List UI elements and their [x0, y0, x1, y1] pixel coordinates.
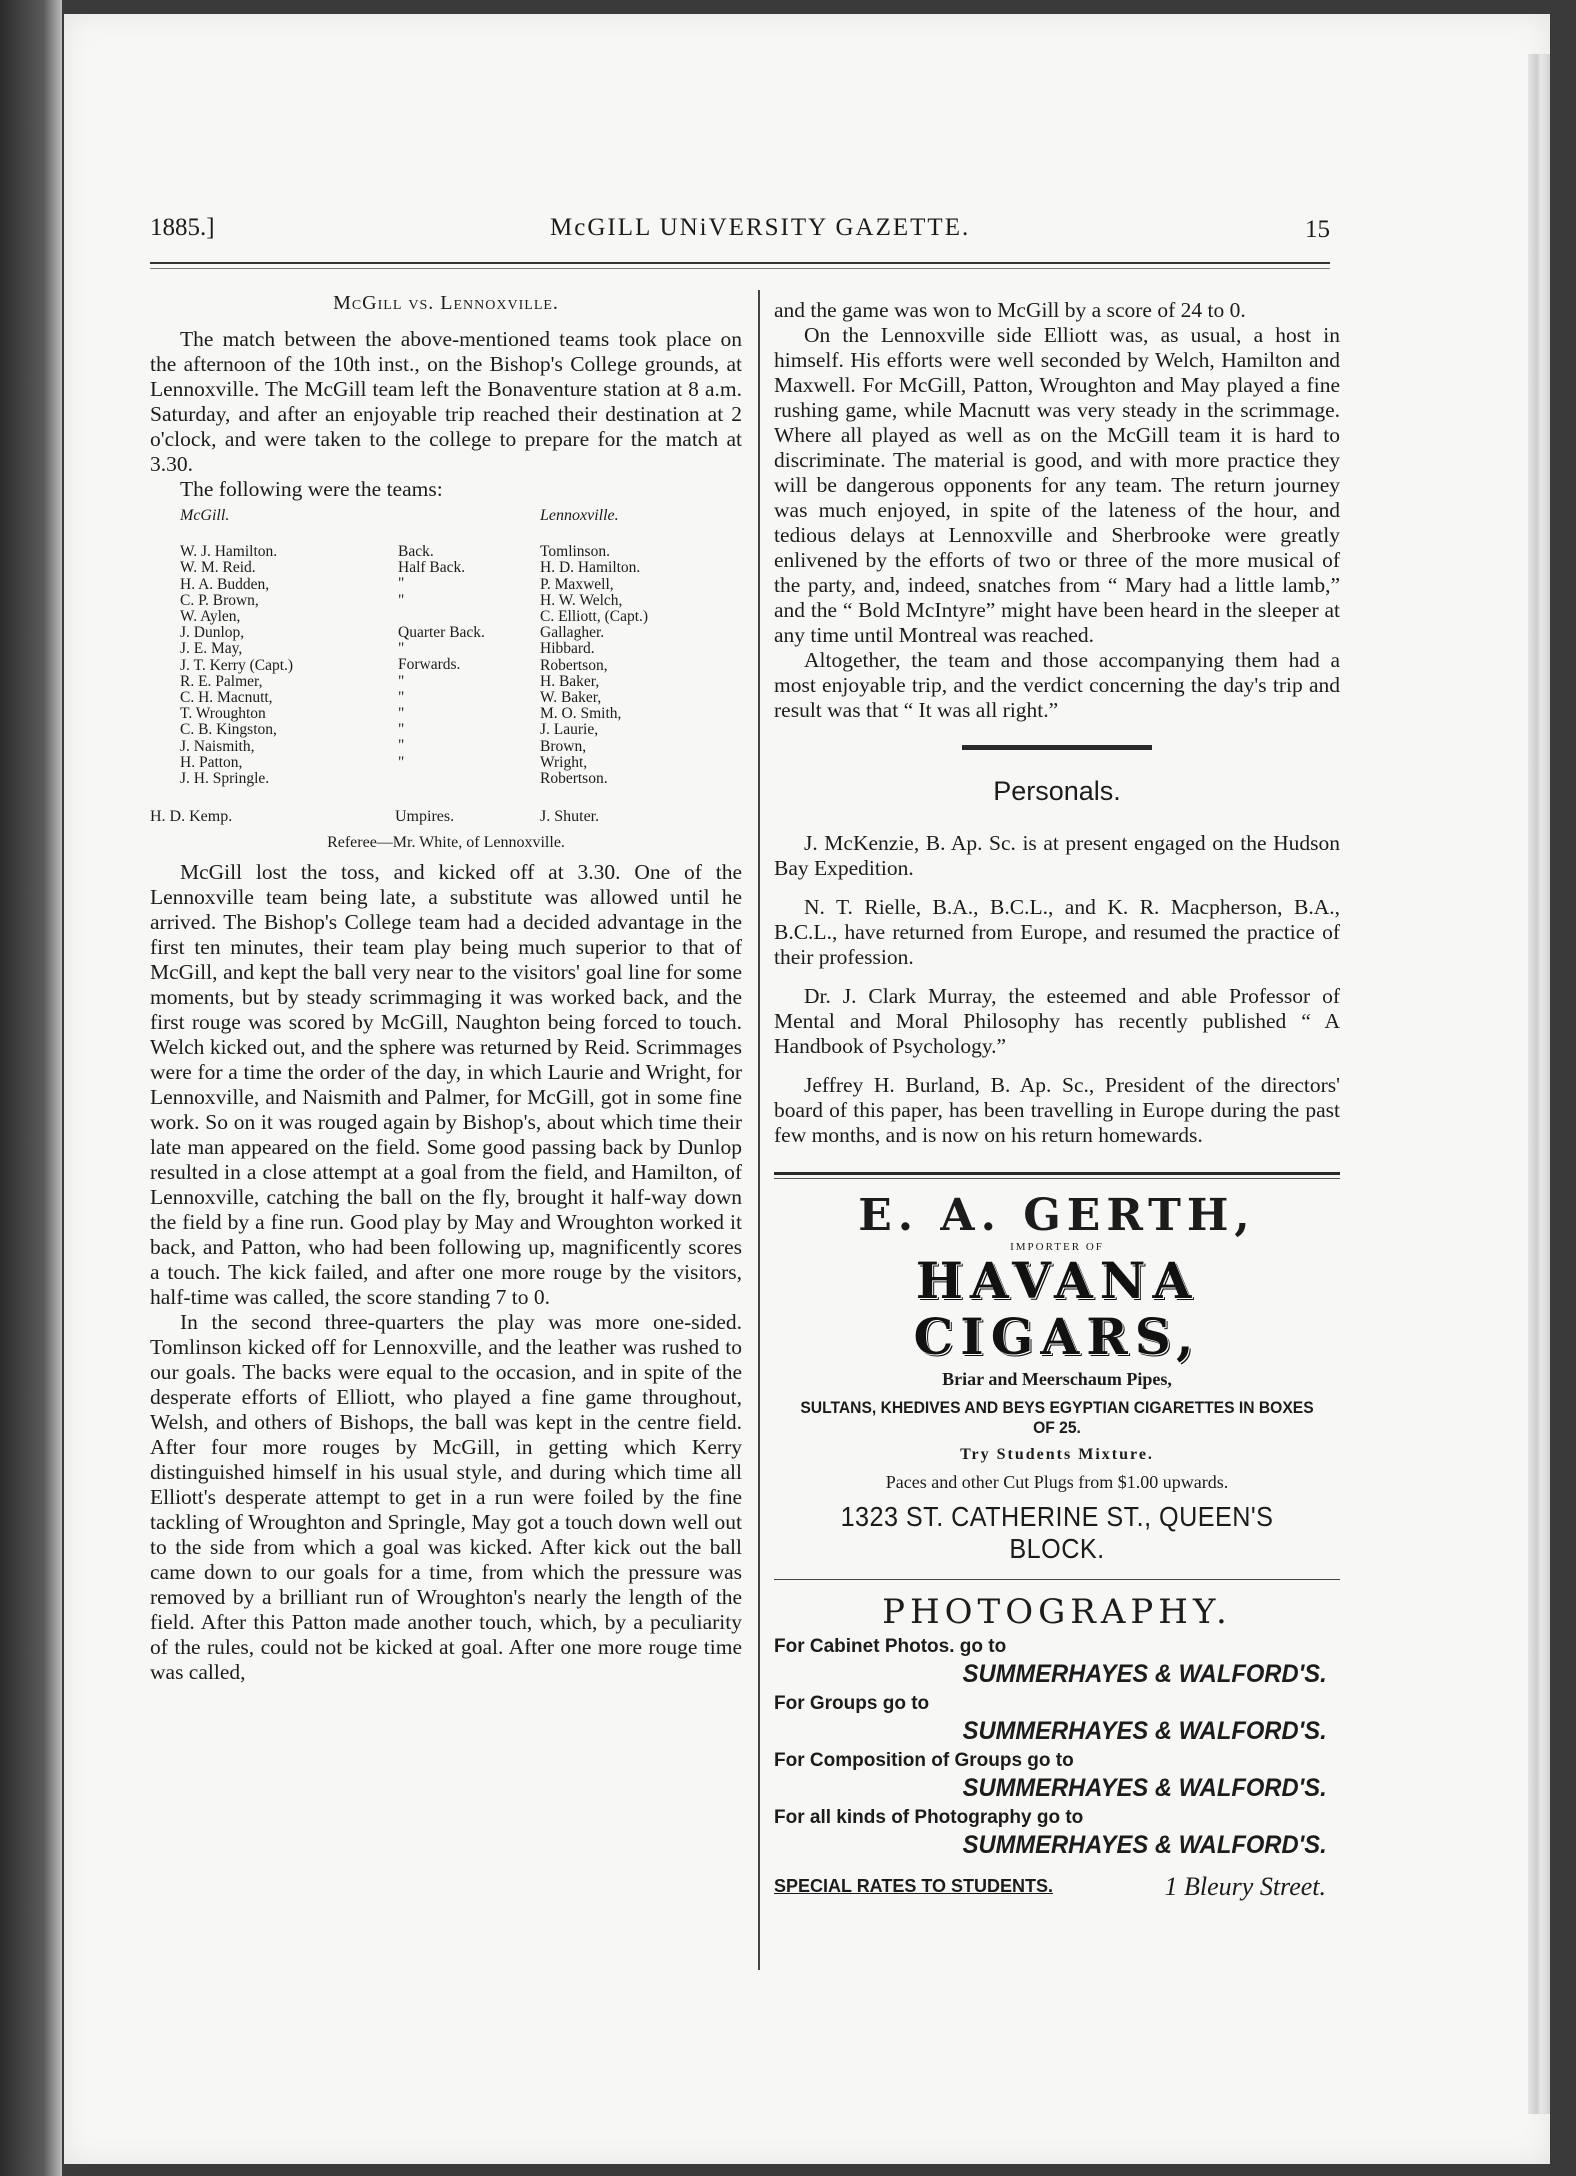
photo-offer-label: For all kinds of Photography go to — [774, 1807, 1084, 1828]
gerth-advertisement — [774, 1190, 1340, 1565]
position-entry: " — [398, 721, 405, 739]
lennoxville-heading: Lennoxville. — [540, 507, 619, 524]
roster-entry: J. Naismith, — [180, 737, 255, 755]
photo-studio-name: SUMMERHAYES & WALFORD'S. — [962, 1717, 1327, 1745]
header-page-number: 15 — [1305, 216, 1330, 243]
photo-offer-label: For Composition of Groups go to — [774, 1750, 1074, 1771]
position-entry: Quarter Back. — [398, 624, 485, 642]
roster-entry: H. Patton, — [180, 753, 243, 771]
position-entry: " — [398, 575, 405, 593]
roster-entry: T. Wroughton — [180, 705, 266, 723]
photo-offer-label: For Cabinet Photos. go to — [774, 1636, 1007, 1657]
position-entry: " — [398, 753, 405, 771]
position-entry: " — [398, 672, 405, 690]
photo-offer-label: For Groups go to — [774, 1693, 930, 1714]
havana-cigars-heading: HAVANA CIGARS, — [913, 1251, 1201, 1366]
position-entry: Back. — [398, 543, 434, 560]
photo-address: 1 Bleury Street. — [1164, 1872, 1326, 1901]
match-continuation: and the game was won to McGill by a score of 24 to 0. — [774, 298, 1246, 322]
roster-entry: J. T. Kerry (Capt.) — [180, 656, 294, 674]
personal-item: N. T. Rielle, B.A., B.C.L., and K. R. Macpherson, B.A., B.C.L., have returned from Europe, and resumed the practice of their profession. — [774, 895, 1340, 969]
mcgill-heading: McGill. — [180, 507, 230, 524]
photography-title: PHOTOGRAPHY. — [882, 1592, 1232, 1632]
match-intro: The match between the above-mentioned teams took place on the afternoon of the 10th inst., on the Bishop's College grounds, at Lennoxville. The McGill team left the Bonaventure station at 8 a.m. Saturday, and after an enjoyable trip reached their destination at 2 o'clock, and were taken to the college to prepare for the match at 3.30. — [150, 327, 742, 476]
umpire-lennoxville: J. Shuter. — [540, 808, 600, 825]
position-entry: " — [398, 705, 405, 723]
referee-line: Referee—Mr. White, of Lennoxville. — [327, 834, 565, 851]
roster-entry: R. E. Palmer, — [180, 672, 263, 690]
position-entry: " — [398, 737, 405, 755]
left-column — [150, 292, 742, 1685]
page-edge — [1528, 54, 1550, 2114]
roster-entry: M. O. Smith, — [540, 705, 622, 723]
header-title: McGILL UNiVERSITY GAZETTE. — [550, 214, 971, 241]
gerth-importer: IMPORTER OF — [1010, 1241, 1104, 1253]
gerth-cigarettes: SULTANS, KHEDIVES AND BEYS EGYPTIAN CIGARETTES IN BOXES OF 25. — [800, 1398, 1314, 1437]
ad-rule-thin — [774, 1178, 1340, 1179]
position-entry: Half Back. — [398, 559, 466, 577]
umpires-label: Umpires. — [395, 808, 455, 825]
roster-entry: H. D. Hamilton. — [540, 559, 641, 577]
roster-entry: W. Baker, — [540, 689, 602, 707]
position-entry — [398, 609, 528, 625]
position-entry: Forwards. — [398, 656, 461, 674]
photography-advertisement — [774, 1592, 1340, 1906]
roster-entry: C. Elliott, (Capt.) — [540, 608, 649, 626]
roster-entry: Tomlinson. — [540, 543, 610, 561]
section-rule — [962, 745, 1152, 750]
roster-entry: W. J. Hamilton. — [180, 543, 278, 561]
ad-rule — [774, 1172, 1340, 1175]
column-divider — [758, 290, 760, 1970]
personal-item: J. McKenzie, B. Ap. Sc. is at present engaged on the Hudson Bay Expedition. — [774, 831, 1340, 880]
roster-entry: Wright, — [540, 753, 588, 771]
header-rule — [150, 262, 1330, 264]
roster-entry: J. H. Springle. — [180, 770, 270, 788]
page-header — [150, 214, 1330, 274]
personal-item: Jeffrey H. Burland, B. Ap. Sc., President of the directors' board of this paper, has been travelling in Europe during the past few months, and is now on his return homewards. — [774, 1073, 1340, 1147]
match-paragraph: McGill lost the toss, and kicked off at 3.30. One of the Lennoxville team being late, a substitute was allowed until he arrived. The Bishop's College team had a decided advantage in the first ten minutes, their team play being much superior to that of McGill, and kept the ball very near to the visitors' goal line for some moments, but by steady scrimmaging it was worked back, and the first rouge was scored by McGill, Naughton being forced to touch. Welch kicked out, and the sphere was returned by Reid. Scrimmages were for a time the order of the day, in which Laurie and Wright, for Lennoxville, and Naismith and Palmer, for McGill, got in some fine work. So on it was rouged again by Bishop's, about which time their late man appeared on the field. Some good passing back by Dunlop resulted in a close attempt at a goal from the field, and Hamilton, of Lennoxville, catching the ball on the fly, brought it half-way down the field by a fine run. Good play by May and Wroughton worked it back, and Patton, who had been following up, magnificently scores a touch. The kick failed, and after one more rouge by the visitors, half-time was called, the score standing 7 to 0. — [150, 860, 742, 1309]
roster-entry: Hibbard. — [540, 640, 595, 658]
roster-entry: Robertson, — [540, 656, 608, 674]
roster-entry: Brown, — [540, 737, 587, 755]
team-roster — [150, 508, 742, 808]
gerth-mixture: Try Students Mixture. — [960, 1446, 1154, 1463]
position-entry: " — [398, 591, 405, 609]
umpires-row — [150, 808, 742, 834]
scan-binding-edge — [0, 0, 62, 2176]
umpire-mcgill: H. D. Kemp. — [150, 808, 233, 825]
mcgill-roster — [180, 508, 380, 787]
photo-studio-name: SUMMERHAYES & WALFORD'S. — [962, 1660, 1327, 1688]
roster-entry: C. P. Brown, — [180, 591, 259, 609]
roster-entry: H. A. Budden, — [180, 575, 270, 593]
roster-entry: J. E. May, — [180, 640, 243, 658]
lennoxville-roster — [540, 508, 740, 787]
position-entry: " — [398, 688, 405, 706]
roster-entry: Robertson. — [540, 770, 608, 788]
match-paragraph: Altogether, the team and those accompanying them had a most enjoyable trip, and the verdict concerning the day's trip and result was that “ It was all right.” — [774, 648, 1340, 722]
roster-entry: W. Aylen, — [180, 608, 241, 626]
roster-entry: C. B. Kingston, — [180, 721, 277, 739]
match-paragraph: In the second three-quarters the play was more one-sided. Tomlinson kicked off for Lennoxville, and the leather was rushed to our goals. The backs were equal to the occasion, and in spite of the desperate efforts of Elliott, who played a fine game throughout, Welsh, and others of Bishops, the ball was kept in the centre field. After four more rouges by McGill, in getting which Kerry distinguished himself in his usual style, and during which time all Elliott's desperate attempt to get in a run were foiled by the fine tackling of Wroughton and Springle, May got a touch down well out to the side from which a goal was kicked. After kick out the ball came down to our goals for a time, from which the pressure was removed by a brilliant run of Wroughton's nearly the length of the field. After this Patton made another touch, which, by a peculiarity of the rules, could not be kicked at goal. After one more rouge time was called, — [150, 1310, 742, 1684]
personal-item: Dr. J. Clark Murray, the esteemed and able Professor of Mental and Moral Philosophy has recently published “ A Handbook of Psychology.” — [774, 984, 1340, 1058]
roster-entry: C. H. Macnutt, — [180, 689, 273, 707]
photo-footer — [774, 1870, 1340, 1906]
right-column — [774, 298, 1340, 1906]
photo-studio-name: SUMMERHAYES & WALFORD'S. — [962, 1831, 1327, 1859]
roster-entry: H. W. Welch, — [540, 591, 623, 609]
personals-title: Personals. — [993, 776, 1121, 806]
teams-intro: The following were the teams: — [180, 477, 443, 501]
header-year: 1885.] — [150, 214, 215, 241]
roster-entry: P. Maxwell, — [540, 575, 614, 593]
gerth-address: 1323 ST. CATHERINE ST., QUEEN'S BLOCK. — [840, 1501, 1274, 1564]
ad-separator — [774, 1579, 1340, 1580]
header-rule-thin — [150, 268, 1330, 269]
gerth-paces: Paces and other Cut Plugs from $1.00 upwards. — [885, 1472, 1229, 1492]
gerth-name: E. A. GERTH, — [858, 1190, 1256, 1241]
gerth-pipes: Briar and Meerschaum Pipes, — [942, 1369, 1172, 1389]
roster-entry: J. Dunlop, — [180, 624, 245, 642]
match-paragraph: On the Lennoxville side Elliott was, as usual, a host in himself. His efforts were well seconded by Welch, Hamilton and Maxwell. For McGill, Patton, Wroughton and May played a fine rushing game, while Macnutt was very steady in the scrimmage. Where all played as well as on the McGill team it is hard to discriminate. The material is good, and with more practice they will be dangerous opponents for any team. The return journey was much enjoyed, in spite of the lateness of the hour, and tedious delays at Lennoxville and Sherbrooke were greatly enlivened by the efforts of two or three of the more musical of the party, and, indeed, snatches from “ Mary had a little lamb,” and the “ Bold McIntyre” might have been heard in the sleeper at any time until Montreal was reached. — [774, 323, 1340, 647]
roster-entry: Gallagher. — [540, 624, 605, 642]
match-report-title: McGill vs. Lennoxville. — [333, 292, 559, 314]
position-entry: " — [398, 640, 405, 658]
special-rates: SPECIAL RATES TO STUDENTS. — [774, 1876, 1054, 1896]
roster-entry: H. Baker, — [540, 672, 600, 690]
positions-column — [398, 508, 528, 771]
photo-studio-name: SUMMERHAYES & WALFORD'S. — [962, 1774, 1327, 1802]
roster-entry: J. Laurie, — [540, 721, 599, 739]
roster-entry: W. M. Reid. — [180, 559, 256, 577]
